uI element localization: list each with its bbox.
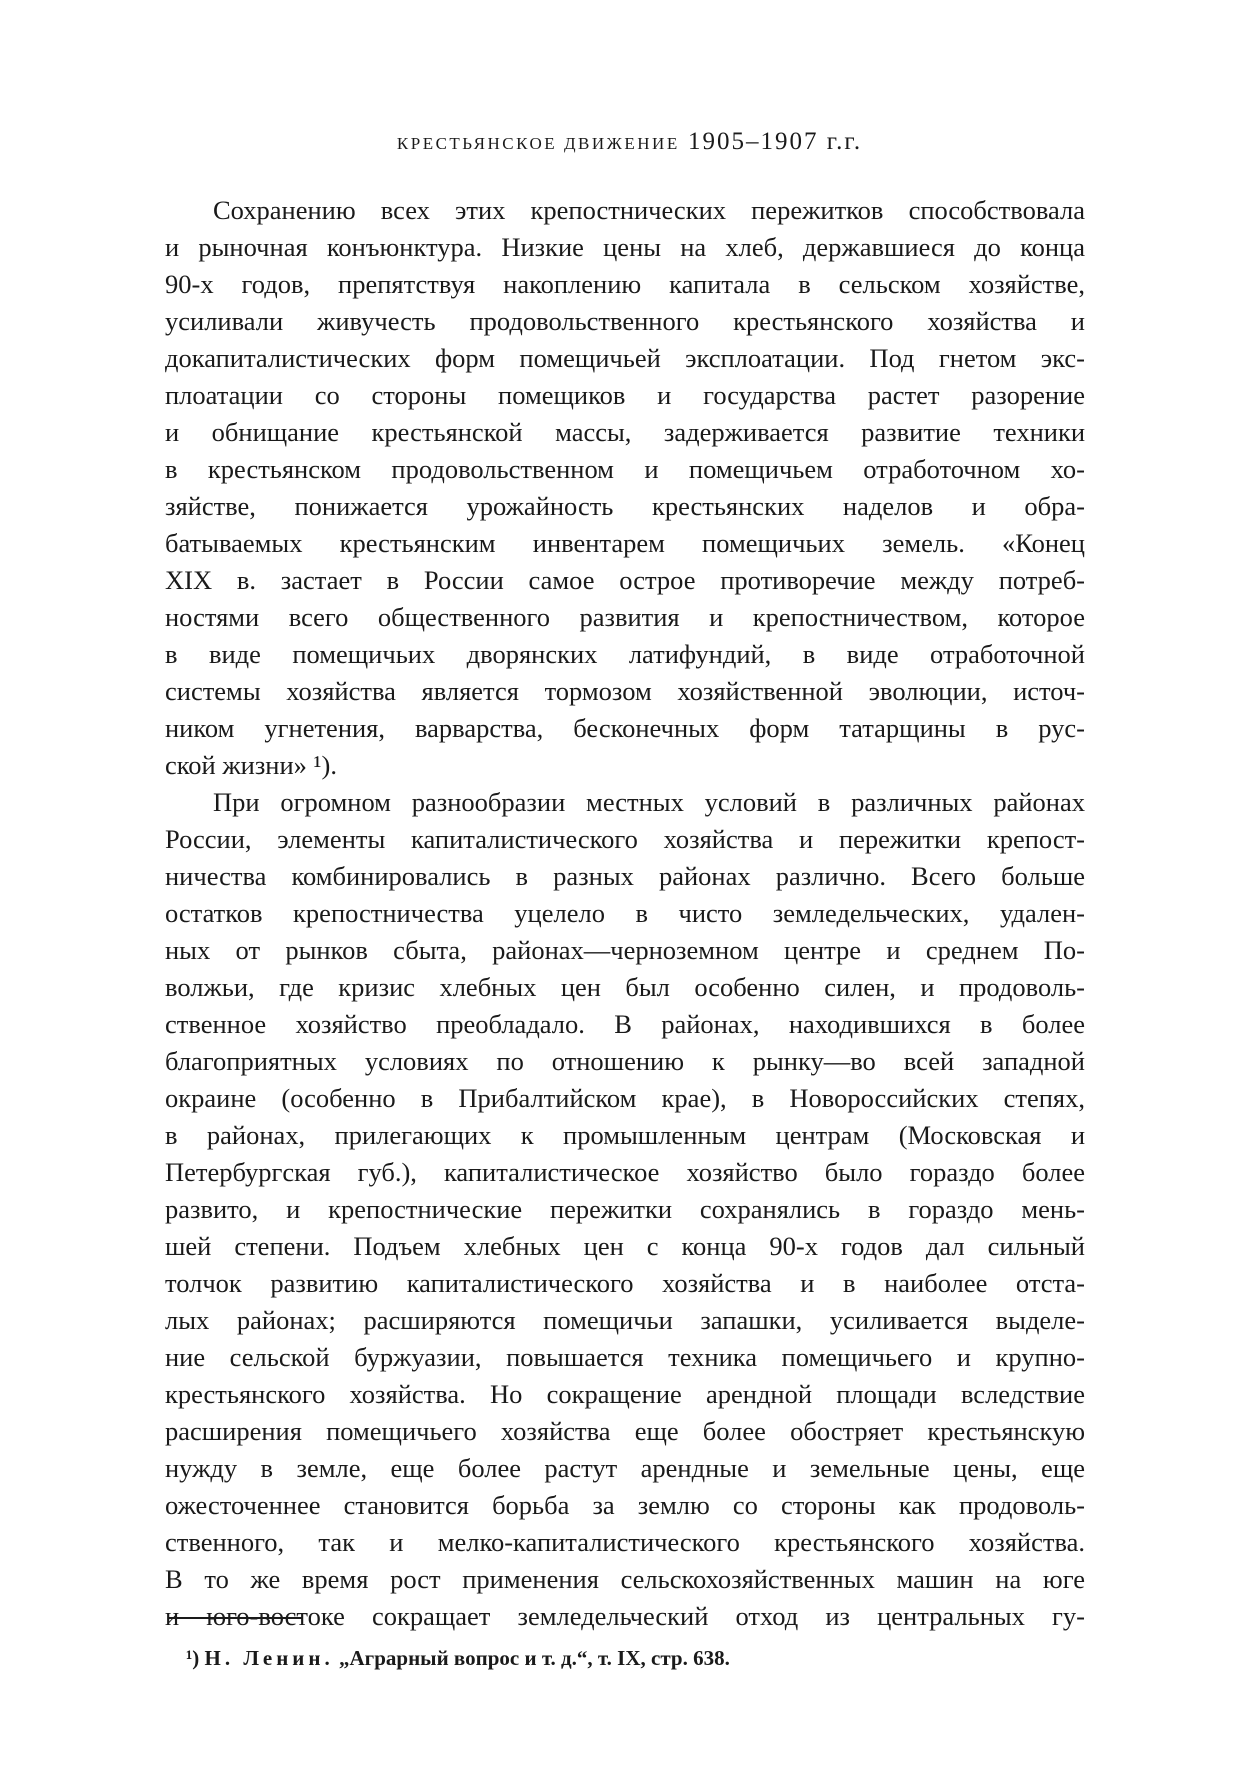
text-line: толчок развитию капиталистического хозяйства и в наиболее отста- <box>165 1268 1085 1298</box>
text-line: плоатации со стороны помещиков и государства растет разорение <box>165 380 1085 410</box>
text-line: батываемых крестьянским инвентарем помещичьих земель. «Конец <box>165 528 1085 558</box>
running-head-title: КРЕСТЬЯНСКОЕ ДВИЖЕНИЕ <box>396 134 680 153</box>
text-line: России, элементы капиталистического хозяйства и пережитки крепост- <box>165 824 1085 854</box>
text-line: зяйстве, понижается урожайность крестьянских наделов и обра- <box>165 491 1085 521</box>
text-line: ником угнетения, варварства, бесконечных форм татарщины в рус- <box>165 713 1085 743</box>
text-line: ностями всего общественного развития и крепостничеством, которое <box>165 602 1085 632</box>
footnote-source: „Аграрный вопрос и т. д.“, т. IX, стр. 638. <box>339 1646 730 1670</box>
text-line: усиливали живучесть продовольственного крестьянского хозяйства и <box>165 306 1085 336</box>
text-line: крестьянского хозяйства. Но сокращение арендной площади вследствие <box>165 1379 1085 1409</box>
text-line: расширения помещичьего хозяйства еще более обостряет крестьянскую <box>165 1416 1085 1446</box>
text-line: в крестьянском продовольственном и помещичьем отработочном хо- <box>165 454 1085 484</box>
text-line: докапиталистических форм помещичьей эксплоатации. Под гнетом экс- <box>165 343 1085 373</box>
text-line: и юго-востоке сокращает земледельческий отход из центральных гу- <box>165 1601 1085 1631</box>
text-line: нужду в земле, еще более растут арендные и земельные цены, еще <box>165 1453 1085 1483</box>
text-line: При огромном разнообразии местных условий в различных районах <box>213 787 1085 817</box>
footnote <box>186 1646 730 1671</box>
text-line: лых районах; расширяются помещичьи запашки, усиливается выделе- <box>165 1305 1085 1335</box>
text-line: ничества комбинировались в разных районах различно. Всего больше <box>165 861 1085 891</box>
text-line: ние сельской буржуазии, повышается техника помещичьего и крупно- <box>165 1342 1085 1372</box>
text-line: благоприятных условиях по отношению к рынку—во всей западной <box>165 1046 1085 1076</box>
text-line: ных от рынков сбыта, районах—черноземном центре и среднем По- <box>165 935 1085 965</box>
text-line: системы хозяйства является тормозом хозяйственной эволюции, источ- <box>165 676 1085 706</box>
text-line: Петербургская губ.), капиталистическое хозяйство было гораздо более <box>165 1157 1085 1187</box>
text-line: В то же время рост применения сельскохозяйственных машин на юге <box>165 1564 1085 1594</box>
text-line: и обнищание крестьянской массы, задерживается развитие техники <box>165 417 1085 447</box>
paragraph-1 <box>165 192 1085 784</box>
text-line: 90-х годов, препятствуя накоплению капитала в сельском хозяйстве, <box>165 269 1085 299</box>
body-text <box>165 192 1085 1635</box>
text-line: ственное хозяйство преобладало. В районах, находившихся в более <box>165 1009 1085 1039</box>
text-line: Сохранению всех этих крепостнических пережитков способствовала <box>213 195 1085 225</box>
text-line: ственного, так и мелко-капиталистического крестьянского хозяйства. <box>165 1527 1085 1557</box>
paragraph-2 <box>165 784 1085 1635</box>
footnote-marker: ¹) <box>186 1646 200 1670</box>
text-line: остатков крепостничества уцелело в чисто земледельческих, удален- <box>165 898 1085 928</box>
text-line: волжьи, где кризис хлебных цен был особенно силен, и продоволь- <box>165 972 1085 1002</box>
text-line: XIX в. застает в России самое острое противоречие между потреб- <box>165 565 1085 595</box>
text-line: в виде помещичьих дворянских латифундий, в виде отработочной <box>165 639 1085 669</box>
text-line: шей степени. Подъем хлебных цен с конца 90-х годов дал сильный <box>165 1231 1085 1261</box>
running-head <box>0 128 1259 156</box>
footnote-divider <box>168 1617 302 1619</box>
text-line: в районах, прилегающих к промышленным центрам (Московская и <box>165 1120 1085 1150</box>
text-line: ожесточеннее становится борьба за землю со стороны как продоволь- <box>165 1490 1085 1520</box>
text-line: и рыночная конъюнктура. Низкие цены на хлеб, державшиеся до конца <box>165 232 1085 262</box>
footnote-author: Н. Ленин. <box>204 1646 334 1670</box>
text-line: ской жизни» ¹). <box>165 750 337 780</box>
text-line: окраине (особенно в Прибалтийском крае), в Новороссийских степях, <box>165 1083 1085 1113</box>
text-line: развито, и крепостнические пережитки сохранялись в гораздо мень- <box>165 1194 1085 1224</box>
running-head-years: 1905–1907 г.г. <box>687 128 863 155</box>
